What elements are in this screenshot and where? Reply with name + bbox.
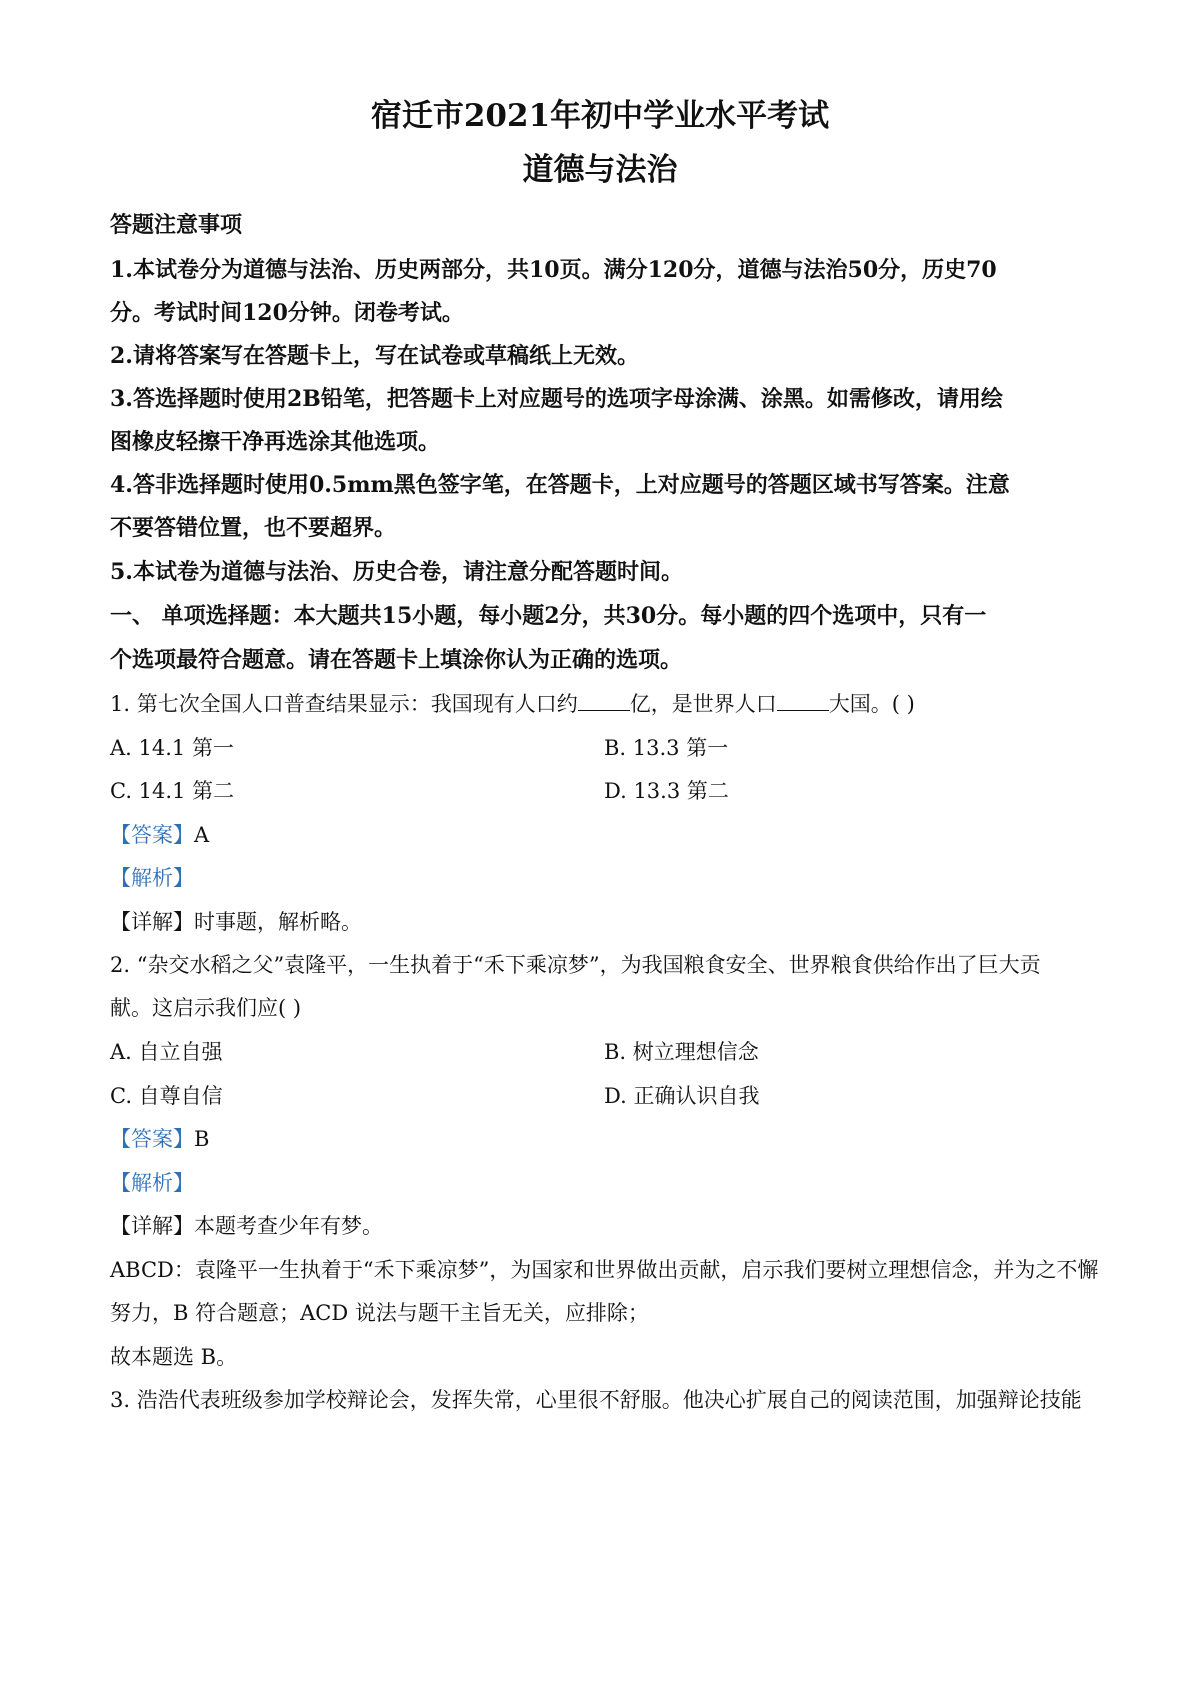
answer-value: B	[194, 1127, 210, 1151]
question-2-option-d: D. 正确认识自我	[604, 1084, 760, 1108]
note-item-3-line-2: 图橡皮轻擦干净再选涂其他选项。	[110, 429, 441, 455]
exam-subject: 道德与法治	[522, 152, 678, 188]
notes-heading: 答题注意事项	[110, 212, 243, 238]
question-1-option-a: A. 14.1 第一	[110, 736, 234, 760]
answer-tag: 【答案】	[110, 1127, 194, 1151]
note-item-1-line-1: 1.本试卷分为道德与法治、历史两部分，共10页。满分120分，道德与法治50分，历史70	[110, 257, 997, 283]
question-1-detail: 【详解】时事题，解析略。	[110, 910, 362, 934]
note-item-4-line-1: 4.答非选择题时使用0.5mm黑色签字笔，在答题卡，上对应题号的答题区域书写答案。注意	[110, 472, 1010, 498]
question-1-analysis-tag: 【解析】	[110, 866, 194, 890]
question-3-stem-line-1: 3. 浩浩代表班级参加学校辩论会，发挥失常，心里很不舒服。他决心扩展自己的阅读范围，加强辩论技能	[110, 1388, 1082, 1412]
question-1-option-b: B. 13.3 第一	[604, 736, 729, 760]
question-2-option-c: C. 自尊自信	[110, 1084, 223, 1108]
note-item-5: 5.本试卷为道德与法治、历史合卷，请注意分配答题时间。	[110, 559, 683, 585]
answer-blank	[578, 690, 630, 711]
question-2-explanation-line-1: ABCD：袁隆平一生执着于“禾下乘凉梦”，为国家和世界做出贡献，启示我们要树立理想信念，并为之不懈	[110, 1258, 1099, 1282]
section-1-instruction-line-1: 一、 单项选择题：本大题共15小题，每小题2分，共30分。每小题的四个选项中，只有一	[110, 603, 987, 629]
question-2-stem-line-2: 献。这启示我们应( )	[110, 996, 302, 1020]
question-1-stem-part-2: 亿，是世界人口	[629, 692, 777, 716]
question-1-answer	[110, 820, 209, 850]
answer-value: A	[194, 823, 210, 847]
question-2-explanation-line-2: 努力，B 符合题意；ACD 说法与题干主旨无关，应排除；	[110, 1301, 649, 1325]
note-item-4-line-2: 不要答错位置，也不要超界。	[110, 515, 397, 541]
question-2-detail: 【详解】本题考查少年有梦。	[110, 1214, 383, 1238]
question-1-option-d: D. 13.3 第二	[604, 779, 729, 803]
question-1-stem	[110, 689, 915, 719]
note-item-2: 2.请将答案写在答题卡上，写在试卷或草稿纸上无效。	[110, 343, 639, 369]
question-2-analysis-tag: 【解析】	[110, 1171, 194, 1195]
question-1-option-c: C. 14.1 第二	[110, 779, 235, 803]
section-1-instruction-line-2: 个选项最符合题意。请在答题卡上填涂你认为正确的选项。	[110, 647, 683, 673]
note-item-3-line-1: 3.答选择题时使用2B铅笔，把答题卡上对应题号的选项字母涂满、涂黑。如需修改，请用绘	[110, 386, 1003, 412]
question-1-stem-part-1: 1. 第七次全国人口普查结果显示：我国现有人口约	[110, 692, 578, 716]
answer-blank	[777, 690, 829, 711]
exam-title: 宿迁市2021年初中学业水平考试	[370, 98, 830, 134]
question-1-stem-part-3: 大国。( )	[828, 692, 915, 716]
note-item-1-line-2: 分。考试时间120分钟。闭卷考试。	[110, 300, 464, 326]
question-2-stem-line-1: 2. “杂交水稻之父”袁隆平，一生执着于“禾下乘凉梦”，为我国粮食安全、世界粮食供给作出了巨大贡	[110, 953, 1041, 977]
question-2-conclusion: 故本题选 B。	[110, 1345, 238, 1369]
question-2-option-a: A. 自立自强	[110, 1040, 223, 1064]
question-2-answer	[110, 1124, 209, 1154]
question-2-option-b: B. 树立理想信念	[604, 1040, 759, 1064]
answer-tag: 【答案】	[110, 823, 194, 847]
